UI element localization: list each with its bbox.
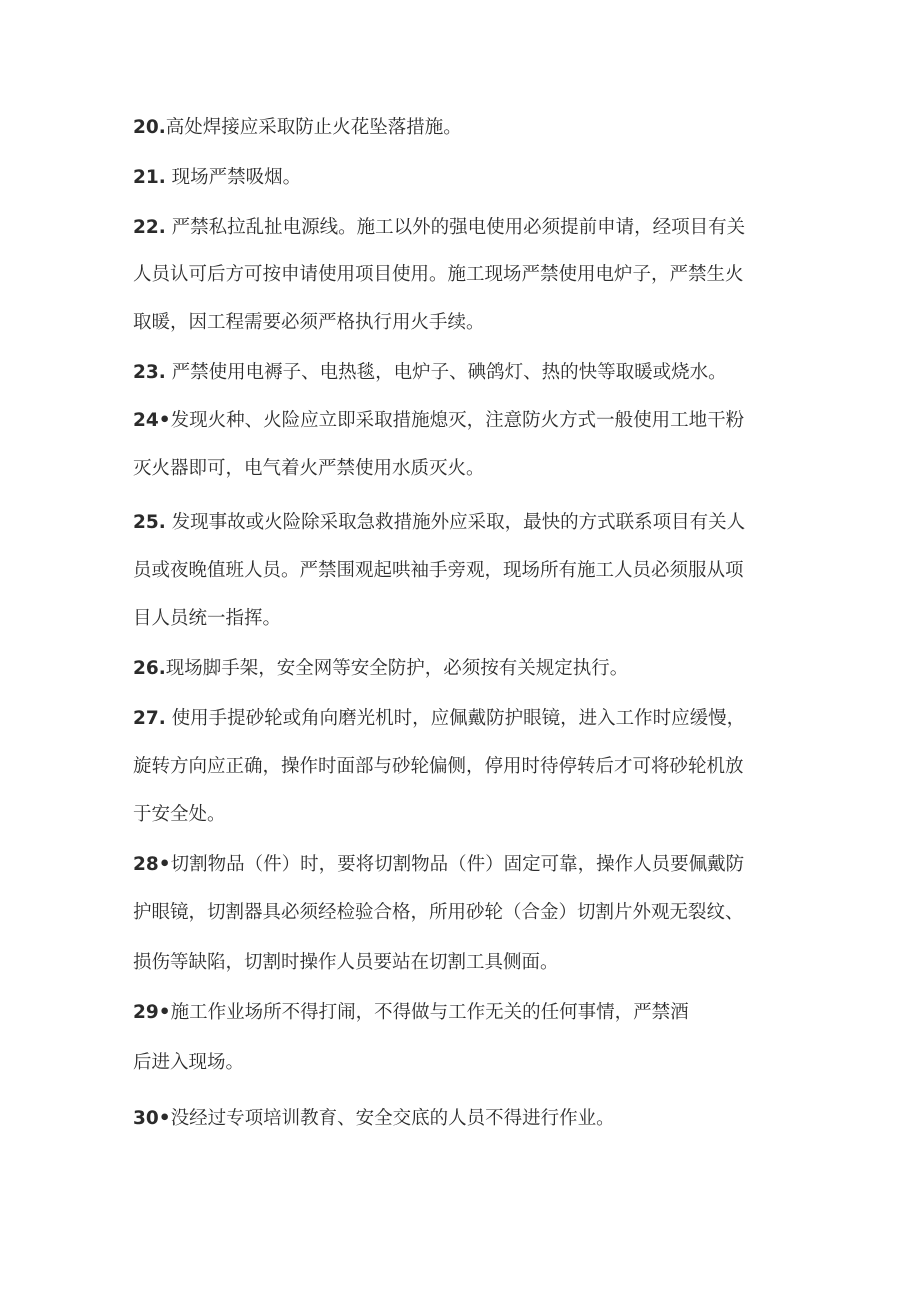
item-text: 员或夜晚值班人员。严禁围观起哄袖手旁观，现场所有施工人员必须服从项 <box>133 560 744 581</box>
item-text: 使用手提砂轮或角向磨光机时，应佩戴防护眼镜，进入工作时应缓慢， <box>165 708 746 729</box>
item-text: 切割物品（件）时，要将切割物品（件）固定可靠，操作人员要佩戴防 <box>170 854 745 875</box>
item-number: 24• <box>133 410 171 431</box>
item-text: 发现火种、火险应立即采取措施熄灭，注意防火方式一般使用工地干粉 <box>170 410 745 431</box>
text-line <box>133 115 462 141</box>
item-text: 损伤等缺陷，切割时操作人员要站在切割工具侧面。 <box>133 952 559 973</box>
text-line <box>133 754 744 780</box>
item-number: 27. <box>133 708 166 729</box>
item-text: 严禁私拉乱扯电源线。施工以外的强电使用必须提前申请，经项目有关 <box>165 217 746 238</box>
text-line <box>133 310 485 336</box>
item-number: 30• <box>133 1108 171 1129</box>
item-text: 目人员统一指挥。 <box>133 608 282 629</box>
text-line <box>133 852 744 878</box>
text-line <box>133 360 727 386</box>
item-number: 28• <box>133 854 171 875</box>
item-number: 23. <box>133 362 166 383</box>
item-text: 现场脚手架，安全网等安全防护，必须按有关规定执行。 <box>165 658 629 679</box>
text-line <box>133 1050 244 1076</box>
text-line <box>133 408 744 434</box>
item-text: 后进入现场。 <box>133 1052 245 1073</box>
item-text: 没经过专项培训教育、安全交底的人员不得进行作业。 <box>170 1108 615 1129</box>
text-line <box>133 606 281 632</box>
item-text: 高处焊接应采取防止火花坠落措施。 <box>165 117 462 138</box>
text-line <box>133 900 744 926</box>
item-text: 取暖，因工程需要必须严格执行用火手续。 <box>133 312 485 333</box>
item-text: 人员认可后方可按申请使用项目使用。施工现场严禁使用电炉子，严禁生火 <box>133 264 744 285</box>
item-text: 护眼镜，切割器具必须经检验合格，所用砂轮（合金）切割片外观无裂纹、 <box>133 902 744 923</box>
text-line <box>133 802 226 828</box>
item-text: 施工作业场所不得打闹，不得做与工作无关的任何事情，严禁酒 <box>170 1002 689 1023</box>
text-line <box>133 262 744 288</box>
item-number: 25. <box>133 512 166 533</box>
text-line <box>133 456 485 482</box>
item-text: 发现事故或火险除采取急救措施外应采取，最快的方式联系项目有关人 <box>165 512 746 533</box>
item-number: 22. <box>133 217 166 238</box>
item-text: 严禁使用电褥子、电热毯，电炉子、碘鸽灯、热的快等取暖或烧水。 <box>165 362 727 383</box>
item-number: 20. <box>133 117 166 138</box>
text-line <box>133 165 301 191</box>
text-line <box>133 1000 689 1026</box>
text-line <box>133 1106 615 1132</box>
text-line <box>133 558 744 584</box>
item-text: 旋转方向应正确，操作时面部与砂轮偏侧，停用时待停转后才可将砂轮机放 <box>133 756 744 777</box>
text-line <box>133 510 745 536</box>
item-number: 26. <box>133 658 166 679</box>
text-line <box>133 706 745 732</box>
item-text: 灭火器即可，电气着火严禁使用水质灭火。 <box>133 458 485 479</box>
item-number: 21. <box>133 167 166 188</box>
text-line <box>133 950 559 976</box>
text-line <box>133 656 628 682</box>
text-line <box>133 215 745 241</box>
item-number: 29• <box>133 1002 171 1023</box>
item-text: 于安全处。 <box>133 804 226 825</box>
item-text: 现场严禁吸烟。 <box>165 167 302 188</box>
